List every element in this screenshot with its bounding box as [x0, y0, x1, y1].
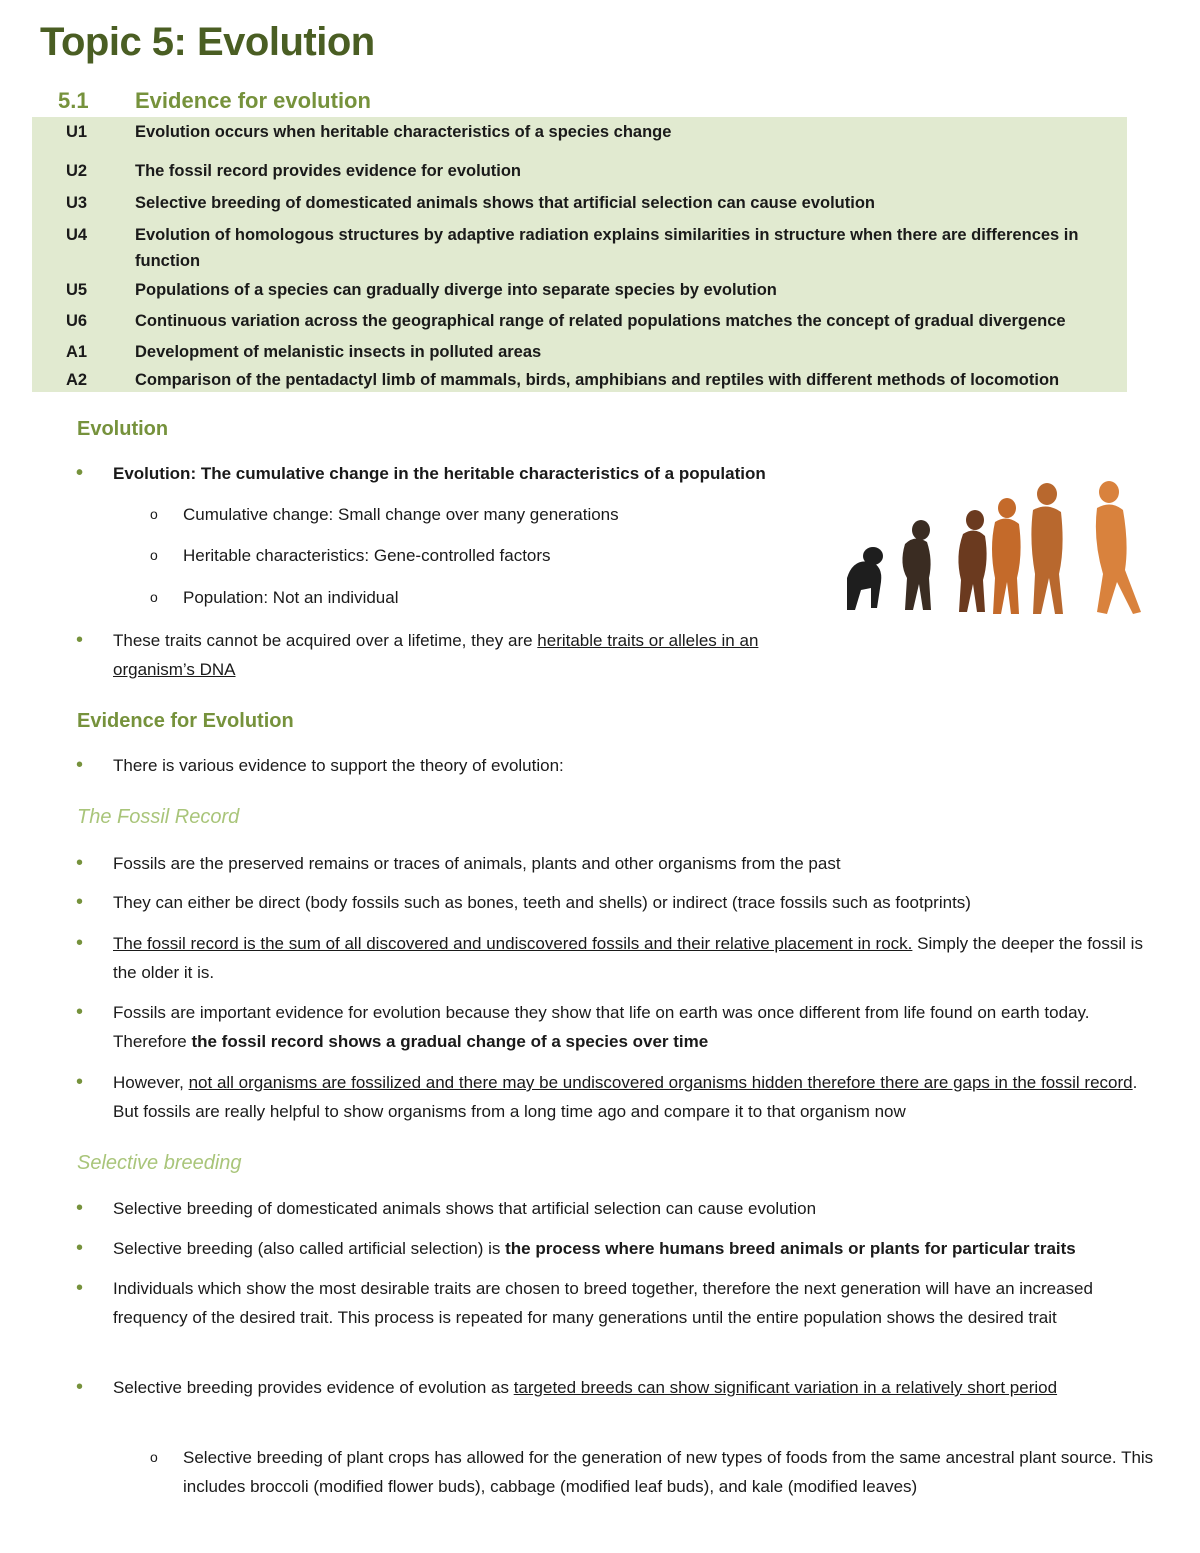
breeding-heading: Selective breeding — [77, 1152, 242, 1174]
human-figure-icon — [1096, 481, 1141, 614]
breeding-bullet-1: • Selective breeding of domesticated animals shows that artificial selection can cause evolution — [113, 1194, 1163, 1223]
breeding-evidence-text: Selective breeding provides evidence of evolution as — [113, 1378, 514, 1397]
outcome-code: U2 — [66, 162, 88, 180]
outcome-code: U3 — [66, 194, 88, 212]
subpoint-population: o Population: Not an individual — [183, 583, 803, 612]
outcome-code: U6 — [66, 312, 88, 330]
breeding-bullet-4 — [113, 1373, 1163, 1402]
section-heading — [58, 88, 371, 114]
hominid-figure-icon — [958, 510, 986, 612]
outcome-row — [32, 158, 1127, 184]
outcome-text: The fossil record provides evidence for evolution — [135, 162, 522, 180]
traits-text: These traits cannot be acquired over a lifetime, they are — [113, 631, 538, 650]
human-figure-icon — [1031, 483, 1063, 614]
traits-bullet — [113, 626, 813, 684]
hominid-figure-icon — [992, 498, 1021, 614]
breeding-definition-bold: the process where humans breed animals or plants for particular traits — [505, 1239, 1076, 1258]
evolution-heading: Evolution — [77, 418, 169, 440]
fossil-depth-note: Simply the deeper the fossil is the older it is. — [113, 934, 1143, 982]
outcome-row — [32, 190, 1127, 216]
breeding-bullet-3: • Individuals which show the most desirable traits are chosen to breed together, therefore the next generation will have an increased frequency of the desired trait. This process is repeated for many generations until the entire population shows the desired trait — [113, 1274, 1163, 1332]
evolution-illustration — [835, 478, 1153, 618]
fossil-bullet-5 — [113, 1068, 1163, 1126]
ape-figure-icon — [847, 547, 883, 610]
fossil-bullet-1: • Fossils are the preserved remains or traces of animals, plants and other organisms from the past — [113, 849, 1163, 878]
outcome-text: Comparison of the pentadactyl limb of mammals, birds, amphibians and reptiles with different methods of locomotion — [135, 371, 1060, 389]
outcome-text: Development of melanistic insects in polluted areas — [135, 343, 542, 361]
ape-figure-icon — [902, 520, 931, 610]
outcome-row — [32, 367, 1127, 393]
subpoint-cumulative: o Cumulative change: Small change over many generations — [183, 500, 803, 529]
fossil-heading: The Fossil Record — [77, 806, 240, 828]
evolution-definition: • Evolution: The cumulative change in the heritable characteristics of a population — [113, 459, 833, 488]
breeding-evidence-underlined: targeted breeds can show significant variation in a relatively short period — [513, 1378, 1058, 1397]
breeding-bullet-2 — [113, 1234, 1163, 1263]
evidence-intro: • There is various evidence to support the theory of evolution: — [113, 751, 1163, 780]
fossil-record-definition: The fossil record is the sum of all discovered and undiscovered fossils and their relative placement in rock. — [113, 934, 913, 953]
outcome-code: A1 — [66, 343, 88, 361]
outcome-code: U4 — [66, 226, 88, 244]
evidence-heading: Evidence for Evolution — [77, 710, 294, 732]
page-title: Topic 5: Evolution — [40, 20, 375, 64]
fossil-gaps-tail: . But fossils are really helpful to show organisms from a long time ago and compare it to that organism now — [113, 1073, 1138, 1121]
fossil-gaps-underlined: not all organisms are fossilized and there may be undiscovered organisms hidden therefore there are gaps in the fossil record — [188, 1073, 1133, 1092]
outcome-text: Populations of a species can gradually diverge into separate species by evolution — [135, 281, 777, 299]
fossil-importance-text: Fossils are important evidence for evolution because they show that life on earth was once different from life found on earth today. Therefore — [113, 1003, 1090, 1051]
learning-outcomes-table — [32, 117, 1127, 392]
breeding-subpoint-crops: o Selective breeding of plant crops has allowed for the generation of new types of foods from the same ancestral plant source. This includes broccoli (modified flower buds), cabbage (modified leaf buds), and kale (modified leaves) — [183, 1443, 1163, 1501]
fossil-bullet-4 — [113, 998, 1163, 1056]
outcome-text: Evolution occurs when heritable characteristics of a species change — [135, 123, 672, 141]
outcome-row — [32, 308, 1127, 334]
fossil-importance-bold: the fossil record shows a gradual change of a species over time — [191, 1032, 709, 1051]
section-number: 5.1 — [58, 88, 89, 113]
outcome-text: Evolution of homologous structures by adaptive radiation explains similarities in structure when there are differences in function — [135, 226, 1079, 270]
traits-underlined: heritable traits or alleles in an organism’s DNA — [113, 631, 759, 679]
outcome-text: Selective breeding of domesticated animals shows that artificial selection can cause evolution — [135, 194, 875, 212]
outcome-row — [32, 119, 1127, 145]
fossil-gaps-lead: However, — [113, 1073, 189, 1092]
breeding-definition-text: Selective breeding (also called artificial selection) is — [113, 1239, 506, 1258]
fossil-bullet-2: • They can either be direct (body fossils such as bones, teeth and shells) or indirect (trace fossils such as footprints) — [113, 888, 1163, 917]
subpoint-heritable: o Heritable characteristics: Gene-controlled factors — [183, 541, 803, 570]
section-title: Evidence for evolution — [135, 88, 371, 113]
outcome-code: A2 — [66, 371, 88, 389]
outcome-row — [32, 222, 1127, 274]
fossil-bullet-3 — [113, 929, 1163, 987]
outcome-row — [32, 339, 1127, 365]
outcome-code: U5 — [66, 281, 88, 299]
outcome-text: Continuous variation across the geographical range of related populations matches the concept of gradual divergence — [135, 312, 1066, 330]
outcome-code: U1 — [66, 123, 88, 141]
outcome-row — [32, 277, 1127, 303]
